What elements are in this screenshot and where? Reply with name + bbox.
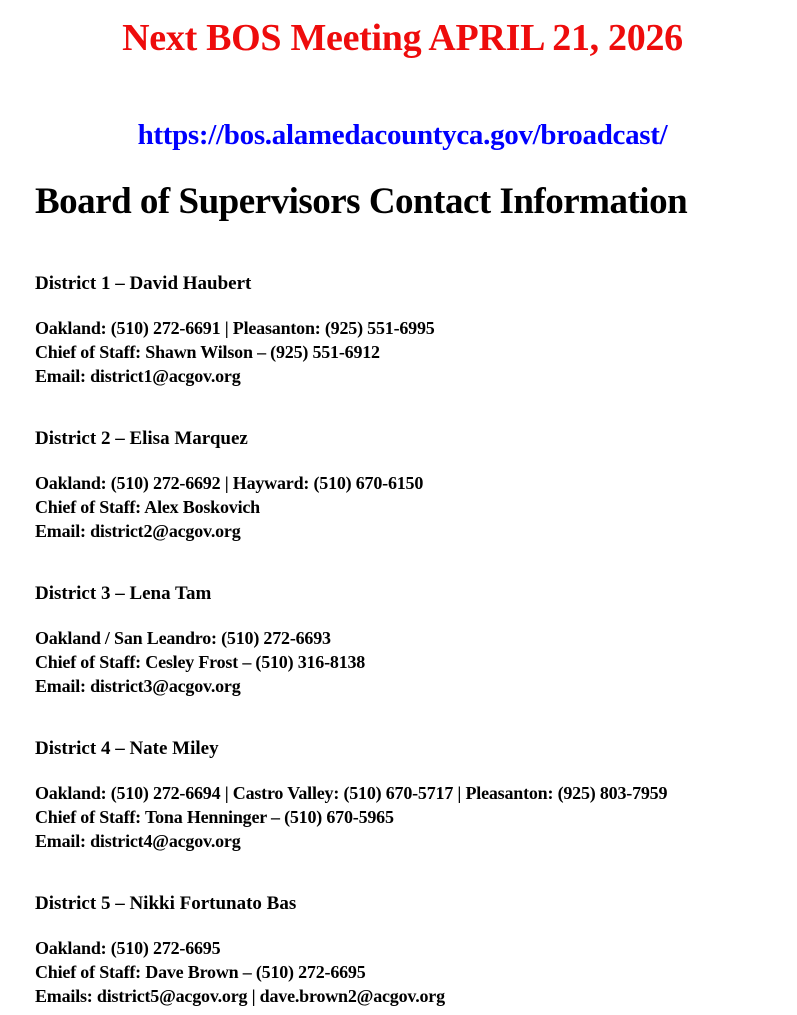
district-section bbox=[35, 582, 770, 698]
contact-line: Chief of Staff: Tona Henninger – (510) 670-5965 bbox=[35, 807, 394, 827]
contact-line: Chief of Staff: Shawn Wilson – (925) 551-6912 bbox=[35, 342, 380, 362]
contact-line: Oakland: (510) 272-6695 bbox=[35, 938, 221, 958]
district-title: District 1 – David Haubert bbox=[35, 273, 252, 294]
contact-line: Email: district2@acgov.org bbox=[35, 521, 241, 541]
district-section bbox=[35, 427, 770, 543]
district-section bbox=[35, 272, 770, 388]
district-contact-lines bbox=[35, 316, 770, 388]
district-section bbox=[35, 737, 770, 853]
district-section bbox=[35, 892, 770, 1008]
contact-line: Oakland: (510) 272-6691 | Pleasanton: (925) 551-6995 bbox=[35, 318, 435, 338]
contact-line: Emails: district5@acgov.org | dave.brown2@acgov.org bbox=[35, 986, 445, 1006]
contact-line: Chief of Staff: Cesley Frost – (510) 316-8138 bbox=[35, 652, 366, 672]
contact-line: Oakland: (510) 272-6694 | Castro Valley: (510) 670-5717 | Pleasanton: (925) 803-7959 bbox=[35, 783, 668, 803]
meeting-title: Next BOS Meeting APRIL 21, 2026 bbox=[122, 17, 683, 59]
district-title: District 4 – Nate Miley bbox=[35, 738, 219, 759]
district-title: District 5 – Nikki Fortunato Bas bbox=[35, 893, 297, 914]
broadcast-link[interactable]: https://bos.alamedacountyca.gov/broadcast/ bbox=[137, 119, 668, 151]
broadcast-link-row bbox=[35, 117, 770, 153]
contact-line: Oakland / San Leandro: (510) 272-6693 bbox=[35, 628, 331, 648]
contact-line: Email: district4@acgov.org bbox=[35, 831, 241, 851]
contact-line: Chief of Staff: Dave Brown – (510) 272-6695 bbox=[35, 962, 366, 982]
contact-line: Email: district1@acgov.org bbox=[35, 366, 241, 386]
district-contact-lines bbox=[35, 936, 770, 1008]
district-contact-lines bbox=[35, 781, 770, 853]
contact-line: Email: district3@acgov.org bbox=[35, 676, 241, 696]
contact-heading: Board of Supervisors Contact Information bbox=[35, 181, 688, 222]
contact-line: Oakland: (510) 272-6692 | Hayward: (510) 670-6150 bbox=[35, 473, 424, 493]
district-title: District 3 – Lena Tam bbox=[35, 583, 212, 604]
district-contact-lines bbox=[35, 626, 770, 698]
contact-line: Chief of Staff: Alex Boskovich bbox=[35, 497, 260, 517]
district-list bbox=[35, 272, 770, 1008]
district-contact-lines bbox=[35, 471, 770, 543]
district-title: District 2 – Elisa Marquez bbox=[35, 428, 248, 449]
